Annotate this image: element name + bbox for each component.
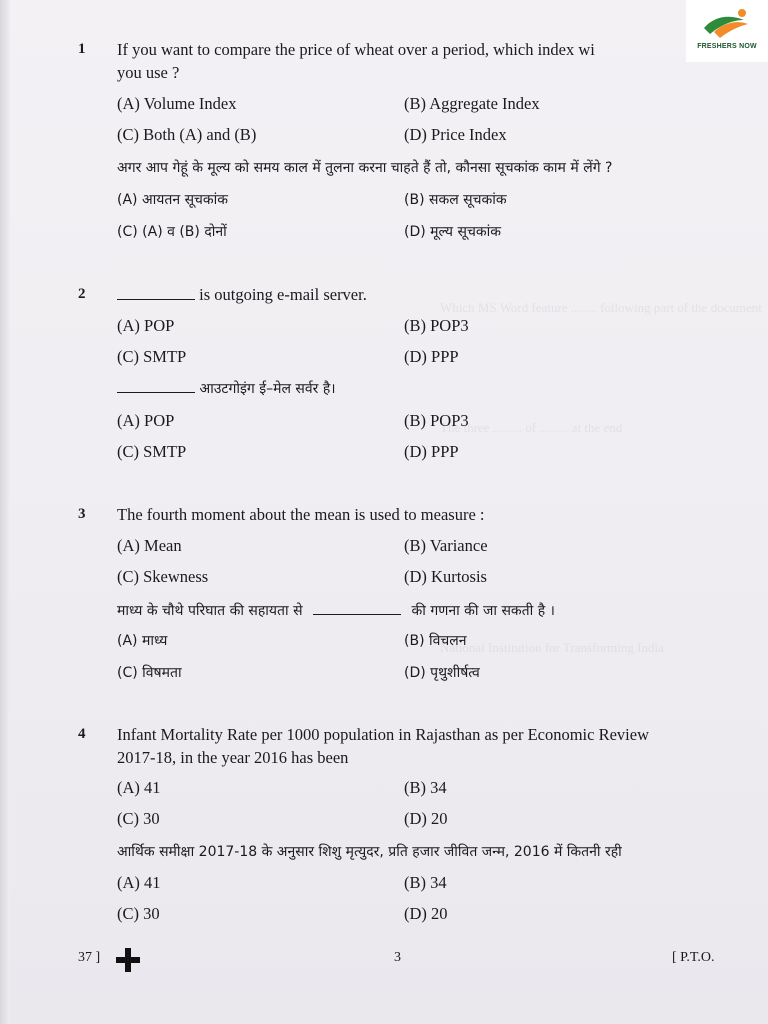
answer-blank [117, 285, 195, 300]
option-b-hi: (B) 34 [404, 873, 447, 892]
question-stem-hi: माध्य के चौथे परिघात की सहायता से की गणना की जा सकती है । [117, 600, 555, 620]
question-stem-en: is outgoing e-mail server. [117, 285, 367, 305]
option-a-en: (A) POP [117, 316, 175, 335]
question-stem-hi: आर्थिक समीक्षा 2017-18 के अनुसार शिशु मृत्युदर, प्रति हजार जीवित जन्म, 2016 में कितनी रही [117, 844, 622, 860]
answer-blank [313, 600, 401, 615]
question-stem-en: Infant Mortality Rate per 1000 population in Rajasthan as per Economic Review [117, 725, 649, 744]
option-b-hi: (B) सकल सूचकांक [404, 192, 507, 208]
option-a-en: (A) 41 [117, 778, 161, 797]
option-d-en: (D) Kurtosis [404, 567, 487, 586]
question-stem-hi: अगर आप गेहूं के मूल्य को समय काल में तुलना करना चाहते हैं तो, कौनसा सूचकांक काम में लेंगे ? [117, 160, 613, 176]
option-c-en: (C) SMTP [117, 347, 187, 366]
pto-label: [ P.T.O. [672, 950, 715, 965]
option-c-en: (C) Skewness [117, 567, 209, 586]
option-b-hi: (B) POP3 [404, 411, 469, 430]
option-a-en: (A) Volume Index [117, 94, 237, 113]
option-b-en: (B) Variance [404, 536, 488, 555]
option-c-en: (C) 30 [117, 809, 160, 828]
question-stem-en: If you want to compare the price of wheat over a period, which index wi [117, 40, 595, 59]
answer-blank [117, 378, 195, 393]
option-d-hi: (D) PPP [404, 442, 459, 461]
option-a-hi: (A) आयतन सूचकांक [117, 192, 229, 208]
question-number: 3 [78, 506, 86, 522]
option-c-en: (C) Both (A) and (B) [117, 125, 257, 144]
bleed-through: Which MS Word feature ........ following part of the document [440, 300, 762, 315]
option-c-hi: (C) (A) व (B) दोनों [117, 224, 227, 240]
bleed-through: National Institution for Transforming India [440, 640, 664, 655]
option-d-hi: (D) 20 [404, 904, 448, 923]
option-c-hi: (C) SMTP [117, 442, 187, 461]
option-a-hi: (A) माध्य [117, 633, 168, 649]
logo-text: FRESHERS NOW [697, 43, 757, 50]
option-c-hi: (C) विषमता [117, 665, 182, 681]
option-d-en: (D) PPP [404, 347, 459, 366]
option-d-en: (D) Price Index [404, 125, 507, 144]
option-a-en: (A) Mean [117, 536, 182, 555]
option-d-hi: (D) पृथुशीर्षत्व [404, 665, 480, 681]
option-b-en: (B) Aggregate Index [404, 94, 540, 113]
option-b-en: (B) POP3 [404, 316, 469, 335]
question-number: 2 [78, 286, 86, 302]
question-stem-en-cont: you use ? [117, 63, 180, 82]
option-b-hi: (B) विचलन [404, 633, 467, 649]
logo-mark-icon [700, 6, 752, 42]
option-d-en: (D) 20 [404, 809, 448, 828]
question-number: 1 [78, 41, 86, 57]
option-c-hi: (C) 30 [117, 904, 160, 923]
question-stem-hi: आउटगोइंग ई–मेल सर्वर है। [117, 378, 336, 398]
option-b-en: (B) 34 [404, 778, 447, 797]
freshers-now-logo [686, 0, 768, 62]
option-d-hi: (D) मूल्य सूचकांक [404, 224, 501, 240]
page-spine-shadow [0, 0, 10, 1024]
page-number: 3 [394, 950, 401, 965]
booklet-code: 37 ] [78, 950, 101, 965]
bleed-through: The three ......... of ......... at the end [440, 420, 623, 435]
question-stem-en: The fourth moment about the mean is used to measure : [117, 505, 485, 524]
question-number: 4 [78, 726, 86, 742]
option-a-hi: (A) 41 [117, 873, 161, 892]
registration-plus-icon [116, 948, 140, 972]
question-stem-en-cont: 2017-18, in the year 2016 has been [117, 748, 349, 767]
option-a-hi: (A) POP [117, 411, 175, 430]
